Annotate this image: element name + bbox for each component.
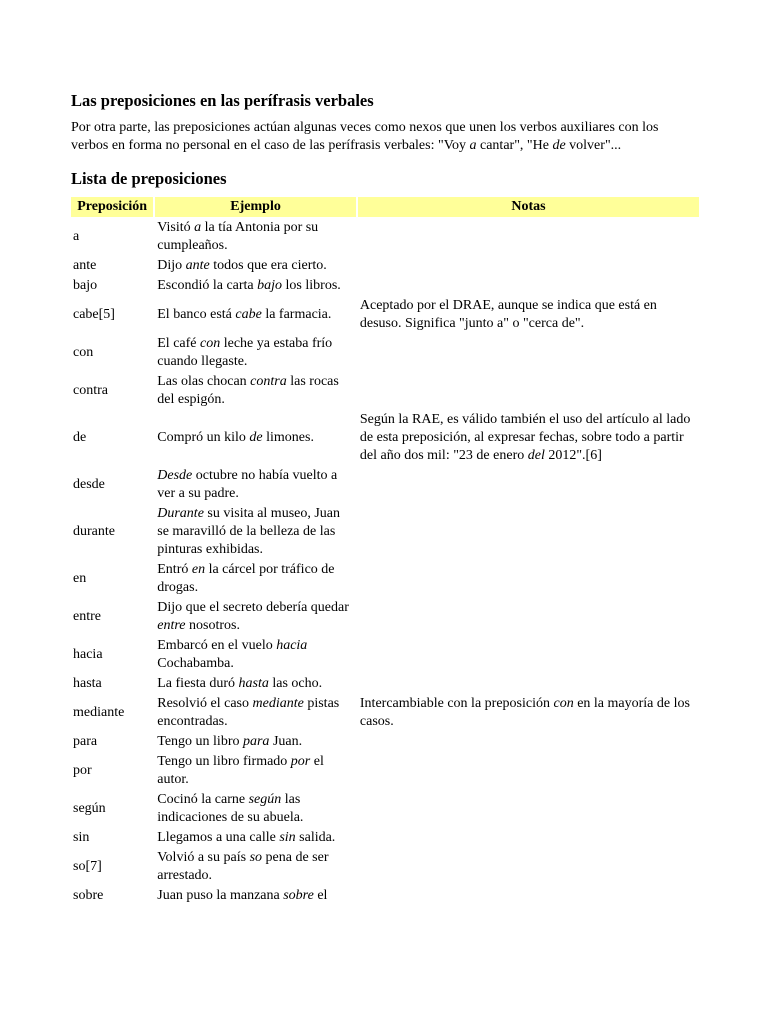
cell-preposicion: entre (73, 609, 101, 624)
cell-ejemplo: Compró un kilo de limones. (157, 430, 314, 445)
table-row (71, 791, 699, 827)
table-row (71, 695, 699, 731)
cell-ejemplo: Dijo que el secreto debería quedar entre nosotros. (157, 600, 349, 633)
table-row (71, 505, 699, 559)
cell-preposicion: para (73, 734, 98, 749)
cell-notas (358, 791, 699, 827)
table-row (71, 467, 699, 503)
table-body (71, 219, 699, 905)
table-row (71, 829, 699, 847)
header-ejemplo: Ejemplo (155, 197, 356, 217)
cell-notas (358, 637, 699, 673)
table-row (71, 219, 699, 255)
header-preposicion: Preposición (71, 197, 153, 217)
table-row (71, 277, 699, 295)
cell-ejemplo: Escondió la carta bajo los libros. (157, 278, 341, 293)
italic-word: del (527, 448, 545, 463)
cell-ejemplo: Las olas chocan contra las rocas del espigón. (157, 374, 339, 407)
header-notas: Notas (358, 197, 699, 217)
italic-word: en (191, 562, 206, 577)
italic-word: hasta (238, 676, 269, 691)
cell-preposicion: contra (73, 383, 108, 398)
cell-notas (358, 335, 699, 371)
cell-preposicion: según (73, 801, 106, 816)
italic-word: bajo (257, 278, 283, 293)
cell-ejemplo: Durante su visita al museo, Juan se maravilló de la belleza de las pinturas exhibidas. (157, 506, 341, 557)
cell-ejemplo: La fiesta duró hasta las ocho. (157, 676, 323, 691)
section-title-lista: Lista de preposiciones (71, 169, 227, 188)
cell-ejemplo: Tengo un libro firmado por el autor. (157, 754, 324, 787)
cell-ejemplo: Juan puso la manzana sobre el (157, 888, 328, 903)
cell-preposicion: hasta (73, 676, 102, 691)
cell-preposicion: de (73, 430, 87, 445)
cell-ejemplo: El banco está cabe la farmacia. (157, 307, 332, 322)
cell-notas (358, 829, 699, 847)
cell-preposicion: so[7] (73, 859, 102, 874)
italic-word: contra (250, 374, 287, 389)
cell-notas (358, 733, 699, 751)
italic-word: Durante (157, 506, 204, 521)
prepositions-table (69, 195, 701, 907)
cell-preposicion: ante (73, 258, 97, 273)
table-row (71, 599, 699, 635)
cell-ejemplo: Cocinó la carne según las indicaciones de su abuela. (157, 792, 304, 825)
cell-notas (358, 467, 699, 503)
cell-ejemplo: El café con leche ya estaba frío cuando llegaste. (157, 336, 333, 369)
cell-notas (358, 373, 699, 409)
cell-ejemplo: Resolvió el caso mediante pistas encontradas. (157, 696, 340, 729)
cell-preposicion: hacia (73, 647, 103, 662)
cell-preposicion: por (73, 763, 92, 778)
table-row (71, 887, 699, 905)
cell-preposicion: sobre (73, 888, 104, 903)
cell-ejemplo: Entró en la cárcel por tráfico de drogas. (157, 562, 335, 595)
table-row (71, 849, 699, 885)
cell-ejemplo: Dijo ante todos que era cierto. (157, 258, 327, 273)
italic-word: con (553, 696, 574, 711)
table-row (71, 637, 699, 673)
cell-notas (358, 257, 699, 275)
cell-notas (358, 277, 699, 295)
cell-preposicion: bajo (73, 278, 98, 293)
italic-word: entre (157, 618, 186, 633)
cell-preposicion: con (73, 345, 94, 360)
table-row (71, 561, 699, 597)
table-row (71, 297, 699, 333)
italic-word: Desde (157, 468, 193, 483)
cell-preposicion: cabe[5] (73, 307, 115, 322)
cell-preposicion: sin (73, 830, 90, 845)
intro-paragraph: Por otra parte, las preposiciones actúan algunas veces como nexos que unen los verbos auxiliares con los verbos en forma no personal en el caso de las perífrasis verbales: "Voy a cantar", "He de volver"... (71, 120, 659, 153)
cell-preposicion: durante (73, 524, 115, 539)
italic-word: de (552, 138, 566, 153)
italic-word: cabe (235, 307, 262, 322)
italic-word: a (194, 220, 202, 235)
table-row (71, 753, 699, 789)
cell-preposicion: en (73, 571, 87, 586)
cell-preposicion: mediante (73, 705, 125, 720)
cell-preposicion: a (73, 229, 80, 244)
section-title-perifrasis: Las preposiciones en las perífrasis verbales (71, 91, 374, 110)
italic-word: de (249, 430, 263, 445)
cell-notas (358, 599, 699, 635)
cell-notas: Intercambiable con la preposición con en la mayoría de los casos. (359, 696, 690, 729)
cell-notas: Según la RAE, es válido también el uso del artículo al lado de esta preposición, al expresar fechas, sobre todo a partir del año dos mil: "23 de enero del 2012".[6] (359, 412, 691, 463)
cell-notas (358, 887, 699, 905)
cell-notas (358, 561, 699, 597)
cell-notas (358, 219, 699, 255)
cell-notas (358, 675, 699, 693)
table-row (71, 373, 699, 409)
table-row (71, 335, 699, 371)
cell-notas (358, 753, 699, 789)
cell-notas: Aceptado por el DRAE, aunque se indica que está en desuso. Significa "junto a" o "cerca de". (359, 298, 657, 331)
italic-word: a (469, 138, 477, 153)
table-row (71, 411, 699, 465)
italic-word: so (249, 850, 263, 865)
italic-word: sin (279, 830, 296, 845)
cell-ejemplo: Desde octubre no había vuelto a ver a su padre. (157, 468, 338, 501)
cell-notas (358, 505, 699, 559)
italic-word: para (242, 734, 270, 749)
italic-word: ante (185, 258, 210, 273)
cell-ejemplo: Visitó a la tía Antonia por su cumpleaños. (157, 220, 319, 253)
cell-ejemplo: Embarcó en el vuelo hacia Cochabamba. (157, 638, 308, 671)
cell-preposicion: desde (73, 477, 105, 492)
italic-word: mediante (252, 696, 304, 711)
italic-word: según (248, 792, 282, 807)
italic-word: por (290, 754, 311, 769)
table-row (71, 257, 699, 275)
table-header-row (71, 197, 699, 217)
table-row (71, 675, 699, 693)
cell-ejemplo: Llegamos a una calle sin salida. (157, 830, 336, 845)
italic-word: sobre (283, 888, 314, 903)
table-row (71, 733, 699, 751)
italic-word: con (200, 336, 221, 351)
document-page (71, 90, 699, 907)
cell-notas (358, 849, 699, 885)
cell-ejemplo: Tengo un libro para Juan. (157, 734, 303, 749)
cell-ejemplo: Volvió a su país so pena de ser arrestado. (157, 850, 329, 883)
italic-word: hacia (276, 638, 308, 653)
